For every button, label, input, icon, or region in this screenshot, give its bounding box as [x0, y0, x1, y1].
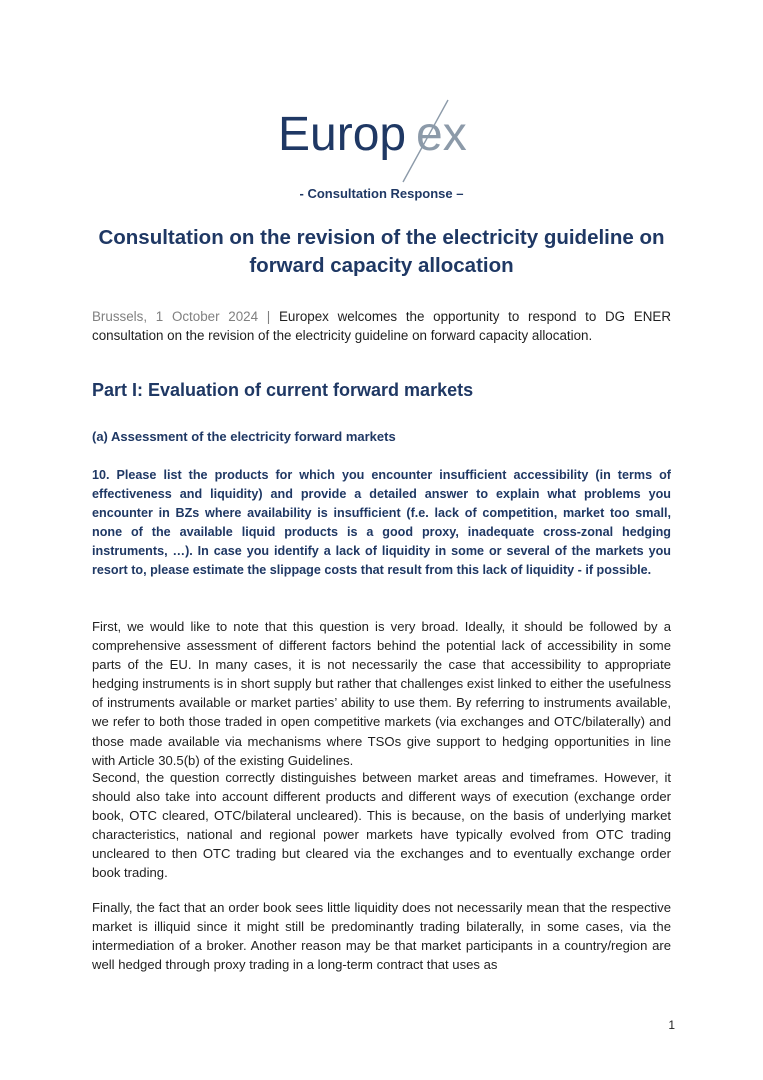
document-title: Consultation on the revision of the electricity guideline on forward capacity allocation — [98, 226, 665, 277]
paragraph-second: Second, the question correctly distinguishes between market areas and timeframes. However, it should also take into account different products and different ways of execution (exchange order book, OTC cleared, OTC/bilateral uncleared). This is because, on the basis of underlying market characteristics, national and regional power markets have typically evolved from OTC trading uncleared to then OTC trading but cleared via the exchanges and to eventually exchange order book trading. — [92, 770, 671, 881]
paragraph-first: First, we would like to note that this question is very broad. Ideally, it should be followed by a comprehensive assessment of different factors behind the potential lack of accessibility in some parts of the EU. In many cases, it is not necessarily the case that accessibility to appropriate hedging instruments is in short supply but rather that challenges exist linked to either the usefulness of instruments available or market parties’ ability to use them. By referring to instruments available, we refer to both those traded in open competitive markets (via exchanges and OTC/bilaterally) and those made available via mechanisms where TSOs give support to hedging opportunities in line with Article 30.5(b) of the existing Guidelines. — [92, 619, 671, 768]
paragraph-third: Finally, the fact that an order book sees little liquidity does not necessarily mean that the respective market is illiquid since it might still be predominantly trading bilaterally, in some cases, via the intermediation of a broker. Another reason may be that market participants in a country/region are well hedged through proxy trading in a long-term contract that uses as — [92, 900, 671, 973]
question-text: 10. Please list the products for which you encounter insufficient accessibility (in terms of effectiveness and liquidity) and provide a detailed answer to explain what problems you encounter in BZs where availability is insufficient (f.e. lack of competition, market too small, none of the available liquid products is a good proxy, inadequate cross-zonal hedging instruments, …). In case you identify a lack of liquidity in some or several of the markets you resort to, please estimate the slippage costs that result from this lack of liquidity - if possible. — [92, 468, 671, 578]
logo-text-primary: Europ — [278, 108, 407, 161]
part-heading: Part I: Evaluation of current forward markets — [92, 380, 474, 400]
logo-text-secondary: ex — [416, 108, 467, 161]
consultation-response-label: - Consultation Response – — [299, 186, 464, 201]
page-number: 1 — [668, 1018, 675, 1032]
intro-dateline: Brussels, 1 October 2024 | — [92, 309, 271, 324]
europex-logo-graphic — [278, 98, 498, 188]
intro-text: Europex welcomes the opportunity to respond to DG ENER consultation on the revision of the electricity guideline on forward capacity allocation. — [92, 309, 672, 343]
intro-paragraph — [92, 307, 671, 345]
europex-logo — [278, 98, 498, 188]
sub-heading: (a) Assessment of the electricity forward markets — [92, 429, 396, 444]
